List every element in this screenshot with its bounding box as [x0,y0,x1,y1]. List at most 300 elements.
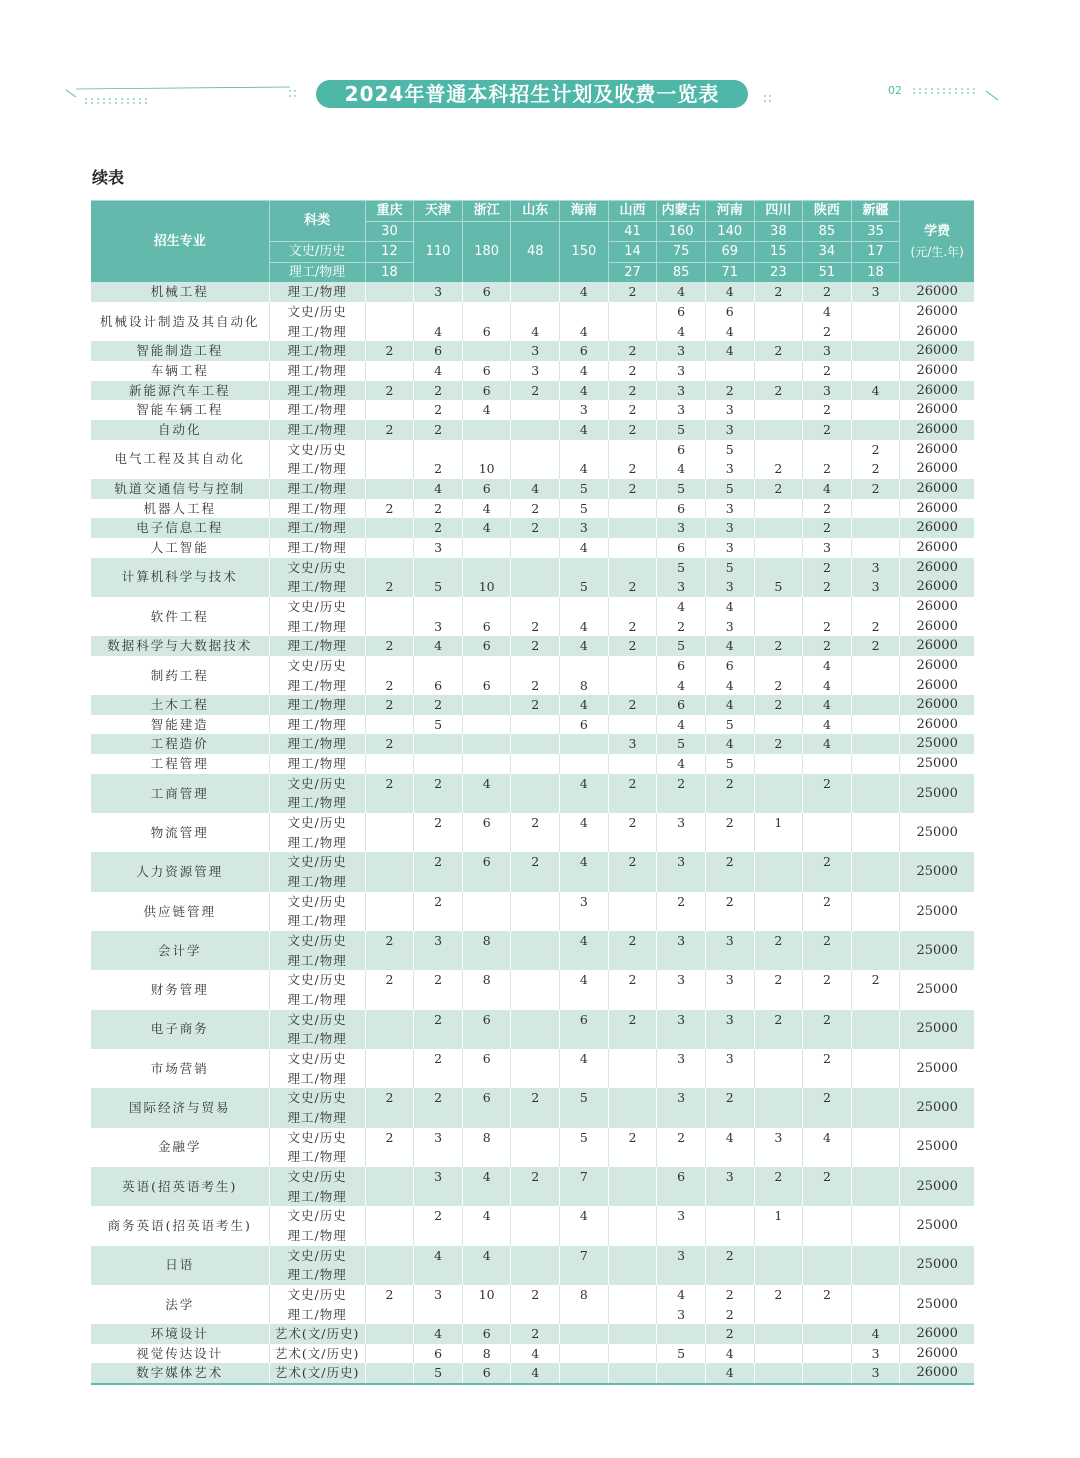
quota-cell: 2 [803,931,852,951]
quota-cell: 2 [608,282,657,302]
quota-cell: 2 [365,381,414,401]
quota-cell: 3 [657,852,706,872]
quota-cell [851,341,900,361]
quota-cell [705,833,754,853]
quota-cell: 6 [657,1167,706,1187]
quota-cell: 4 [705,734,754,754]
quota-cell [657,1363,706,1384]
quota-cell: 3 [705,400,754,420]
quota-cell [608,499,657,519]
quota-cell [511,1069,560,1089]
table-row [91,518,974,538]
quota-cell: 2 [608,931,657,951]
quota-cell [851,361,900,381]
quota-cell [851,734,900,754]
quota-cell: 3 [657,1010,706,1030]
quota-cell [511,793,560,813]
major-name: 车辆工程 [150,363,209,378]
quota-cell: 2 [414,813,463,833]
subject-category: 理工/物理 [269,538,365,558]
major-name: 机械设计制造及其自动化 [100,313,260,329]
subject-category: 文史/历史 [269,1246,365,1266]
quota-cell: 2 [511,676,560,696]
quota-cell: 8 [462,970,511,990]
quota-cell [754,1108,803,1128]
province-name: 河南 [705,201,754,222]
quota-cell [851,754,900,774]
subject-category: 理工/物理 [269,479,365,499]
table-row [91,420,974,440]
fee-cell: 25000 [900,1206,974,1245]
quota-cell [705,1265,754,1285]
subject-category: 理工/物理 [269,400,365,420]
quota-cell [511,970,560,990]
quota-cell: 2 [803,774,852,794]
quota-cell [705,990,754,1010]
quota-cell [365,1010,414,1030]
quota-cell [803,1305,852,1325]
quota-cell: 6 [657,499,706,519]
quota-cell [560,656,609,676]
subject-category: 理工/物理 [269,636,365,656]
fee-cell: 26000 [900,420,974,440]
quota-cell [560,872,609,892]
quota-cell: 2 [414,499,463,519]
quota-cell: 2 [511,636,560,656]
quota-cell: 3 [657,931,706,951]
quota-cell: 5 [414,1363,463,1384]
quota-cell [511,715,560,735]
quota-cell [560,1265,609,1285]
quota-cell [657,833,706,853]
quota-cell [803,813,852,833]
quota-cell [851,597,900,617]
quota-cell [462,1187,511,1207]
quota-cell [414,1305,463,1325]
quota-cell: 3 [705,1049,754,1069]
quota-cell: 4 [705,597,754,617]
quota-cell: 5 [414,715,463,735]
quota-cell: 4 [560,813,609,833]
quota-cell: 2 [414,852,463,872]
quota-cell: 4 [705,1363,754,1384]
quota-cell: 2 [608,774,657,794]
quota-cell: 2 [754,695,803,715]
quota-cell [462,440,511,460]
quota-cell [754,538,803,558]
quota-cell: 4 [705,341,754,361]
subject-category: 理工/物理 [269,990,365,1010]
quota-cell [851,1167,900,1187]
subject-category: 理工/物理 [269,1226,365,1246]
quota-cell [511,911,560,931]
quota-cell [414,951,463,971]
quota-cell: 1 [754,813,803,833]
table-row [91,970,974,990]
quota-cell: 2 [608,617,657,637]
quota-cell: 2 [803,459,852,479]
quota-cell [754,1069,803,1089]
quota-cell [608,1088,657,1108]
quota-cell: 2 [511,617,560,637]
quota-cell: 6 [462,322,511,342]
quota-cell [803,911,852,931]
quota-cell: 2 [705,774,754,794]
quota-cell [705,911,754,931]
quota-cell: 3 [657,1246,706,1266]
quota-cell: 3 [560,892,609,912]
quota-cell: 6 [414,341,463,361]
quota-cell [754,951,803,971]
major-name: 人力资源管理 [91,852,269,891]
subject-category: 文史/历史 [269,440,365,460]
major-name: 数据科学与大数据技术 [91,636,269,656]
quota-cell [365,951,414,971]
quota-cell [462,1069,511,1089]
subject-category: 理工/物理 [269,695,365,715]
quota-cell: 4 [560,695,609,715]
quota-cell: 10 [462,577,511,597]
province-ligong: 51 [803,262,852,282]
quota-cell [851,813,900,833]
table-row [91,499,974,519]
quota-cell [365,1363,414,1384]
quota-cell [560,1363,609,1384]
quota-cell: 2 [608,577,657,597]
quota-cell [851,676,900,696]
table-row [91,538,974,558]
subject-category: 理工/物理 [269,951,365,971]
quota-cell [414,302,463,322]
quota-cell [462,754,511,774]
quota-cell [511,754,560,774]
quota-cell: 4 [414,1246,463,1266]
quota-cell [608,656,657,676]
quota-cell [511,656,560,676]
quota-cell: 8 [462,1128,511,1148]
quota-cell: 2 [705,1088,754,1108]
quota-cell [511,931,560,951]
subject-category: 理工/物理 [269,833,365,853]
quota-cell: 2 [608,695,657,715]
province-wenshi: 12 [365,242,414,263]
major-name: 英语(招英语考生) [91,1167,269,1206]
quota-cell [754,1147,803,1167]
quota-cell [511,892,560,912]
subject-category: 文史/历史 [269,656,365,676]
quota-cell: 2 [608,420,657,440]
quota-cell [754,400,803,420]
quota-cell [608,872,657,892]
fee-label: 学费 [924,223,951,239]
subject-category: 理工/物理 [269,420,365,440]
fee-cell: 26000 [900,676,974,696]
major-name: 智能车辆工程 [136,402,224,418]
quota-cell: 2 [705,1285,754,1305]
quota-cell [365,1324,414,1344]
quota-cell [754,852,803,872]
quota-cell: 2 [511,1324,560,1344]
major-name: 自动化 [91,420,269,440]
quota-cell [365,400,414,420]
quota-cell: 2 [851,440,900,460]
quota-cell [365,538,414,558]
major-name: 机械工程 [91,282,269,302]
subject-category: 理工/物理 [269,499,365,519]
quota-cell: 3 [803,538,852,558]
quota-cell [365,302,414,322]
quota-cell: 6 [462,813,511,833]
fee-cell: 25000 [900,852,974,891]
quota-cell [608,1246,657,1266]
quota-cell [754,597,803,617]
quota-cell [608,1324,657,1344]
quota-cell [365,872,414,892]
quota-cell: 3 [414,282,463,302]
quota-cell: 3 [705,931,754,951]
header-wenshi: 文史/历史 [269,242,365,263]
quota-cell [657,951,706,971]
quota-cell [705,1226,754,1246]
quota-cell: 5 [560,577,609,597]
quota-cell [511,1246,560,1266]
province-name: 重庆 [365,201,414,222]
major-name: 数字媒体艺术 [91,1363,269,1384]
major-name: 机器人工程 [143,500,217,516]
table-row [91,774,974,794]
fee-cell: 25000 [900,734,974,754]
quota-cell [851,1029,900,1049]
quota-cell [365,597,414,617]
quota-cell: 2 [803,558,852,578]
quota-cell: 2 [608,341,657,361]
quota-cell [851,715,900,735]
quota-cell [803,872,852,892]
quota-cell: 6 [462,1049,511,1069]
quota-cell: 5 [705,440,754,460]
quota-cell: 4 [511,1363,560,1384]
quota-cell [511,1226,560,1246]
page-number: 02 [888,84,902,97]
quota-cell: 4 [560,774,609,794]
quota-cell: 5 [560,1088,609,1108]
quota-cell: 3 [657,1049,706,1069]
quota-cell: 3 [851,1344,900,1364]
quota-cell [803,754,852,774]
quota-cell: 3 [705,1167,754,1187]
quota-cell: 6 [462,852,511,872]
province-ligong: 18 [851,262,900,282]
quota-cell: 6 [462,617,511,637]
fee-cell: 25000 [900,774,974,813]
major-name: 会计学 [91,931,269,970]
quota-cell [608,597,657,617]
quota-cell [851,302,900,322]
quota-cell [365,1246,414,1266]
quota-cell: 2 [608,381,657,401]
major-name: 国际经济与贸易 [91,1088,269,1127]
fee-unit: (元/生.年) [910,244,964,259]
province-wenshi: 15 [754,242,803,263]
quota-cell: 2 [705,381,754,401]
province-total: 160 [657,221,706,242]
quota-cell: 4 [657,715,706,735]
quota-cell: 2 [511,1088,560,1108]
quota-cell: 2 [365,970,414,990]
quota-cell [803,1187,852,1207]
quota-cell [560,1226,609,1246]
quota-cell [511,990,560,1010]
province-total: 180 [462,221,511,282]
quota-cell [560,833,609,853]
quota-cell [365,656,414,676]
quota-cell [608,990,657,1010]
quota-cell: 4 [462,518,511,538]
province-ligong: 71 [705,262,754,282]
table-row [91,341,974,361]
quota-cell [462,420,511,440]
quota-cell [705,951,754,971]
quota-cell [414,558,463,578]
quota-cell [803,597,852,617]
quota-cell: 2 [608,636,657,656]
quota-cell [705,872,754,892]
quota-cell: 5 [754,577,803,597]
quota-cell: 5 [657,636,706,656]
quota-cell [851,833,900,853]
table-row [91,1167,974,1187]
subject-category: 理工/物理 [269,872,365,892]
quota-cell: 3 [754,1128,803,1148]
quota-cell: 2 [365,695,414,715]
quota-cell [365,990,414,1010]
quota-cell [608,1363,657,1384]
quota-cell [754,1088,803,1108]
quota-cell: 5 [705,479,754,499]
quota-cell: 2 [608,361,657,381]
quota-cell [414,597,463,617]
quota-cell [754,833,803,853]
fee-cell: 26000 [900,617,974,637]
subject-category: 文史/历史 [269,597,365,617]
quota-cell: 6 [414,1344,463,1364]
quota-cell: 2 [754,734,803,754]
quota-cell: 2 [754,970,803,990]
quota-cell [365,1108,414,1128]
quota-cell [365,1029,414,1049]
quota-cell: 5 [657,1344,706,1364]
table-row [91,1324,974,1344]
page-title: 2024年普通本科招生计划及收费一览表 [316,80,748,108]
province-wenshi: 34 [803,242,852,263]
quota-cell [462,656,511,676]
quota-cell: 7 [560,1246,609,1266]
major-name: 人工智能 [150,539,209,555]
quota-cell [511,558,560,578]
quota-cell: 3 [803,381,852,401]
quota-cell [414,1147,463,1167]
quota-cell: 2 [754,1167,803,1187]
fee-cell: 25000 [900,813,974,852]
quota-cell [462,734,511,754]
quota-cell [803,1226,852,1246]
quota-cell [560,1187,609,1207]
quota-cell [754,1363,803,1384]
quota-cell [851,1128,900,1148]
subject-category: 文史/历史 [269,1128,365,1148]
quota-cell [462,1147,511,1167]
table-row [91,1128,974,1148]
quota-cell: 2 [803,420,852,440]
quota-cell [608,1285,657,1305]
fee-cell: 26000 [900,440,974,460]
quota-cell [803,990,852,1010]
quota-cell: 4 [560,617,609,637]
province-total: 38 [754,221,803,242]
subject-category: 理工/物理 [269,518,365,538]
quota-cell [511,1128,560,1148]
table-row [91,1344,974,1364]
quota-cell: 6 [560,341,609,361]
quota-cell [657,1147,706,1167]
quota-cell [511,538,560,558]
quota-cell [608,1108,657,1128]
quota-cell [705,1206,754,1226]
quota-cell [851,872,900,892]
quota-cell [462,341,511,361]
quota-cell [803,1206,852,1226]
quota-cell: 2 [365,1285,414,1305]
quota-cell: 2 [754,381,803,401]
quota-cell [365,440,414,460]
quota-cell [560,990,609,1010]
quota-cell: 2 [414,381,463,401]
table-header [91,201,974,283]
quota-cell: 5 [560,499,609,519]
quota-cell [365,1069,414,1089]
quota-cell: 4 [803,302,852,322]
major-name: 供应链管理 [143,903,217,919]
quota-cell: 6 [462,636,511,656]
quota-cell [608,833,657,853]
quota-cell: 6 [657,695,706,715]
quota-cell: 2 [754,676,803,696]
quota-cell [851,911,900,931]
quota-cell [608,1147,657,1167]
quota-cell [657,1265,706,1285]
quota-cell: 2 [365,636,414,656]
quota-cell [851,1147,900,1167]
quota-cell: 2 [511,518,560,538]
table-row [91,1088,974,1108]
quota-cell [511,577,560,597]
quota-cell: 4 [705,1344,754,1364]
quota-cell: 3 [414,931,463,951]
quota-cell: 4 [462,1246,511,1266]
quota-cell: 2 [414,459,463,479]
quota-cell: 2 [705,1305,754,1325]
quota-cell: 2 [608,1010,657,1030]
quota-cell [414,990,463,1010]
subject-category: 文史/历史 [269,931,365,951]
quota-cell: 4 [462,499,511,519]
quota-cell [657,990,706,1010]
quota-cell [560,1324,609,1344]
quota-cell: 2 [803,852,852,872]
subject-category: 艺术(文/历史) [269,1344,365,1364]
quota-cell [608,1049,657,1069]
quota-cell [754,1226,803,1246]
